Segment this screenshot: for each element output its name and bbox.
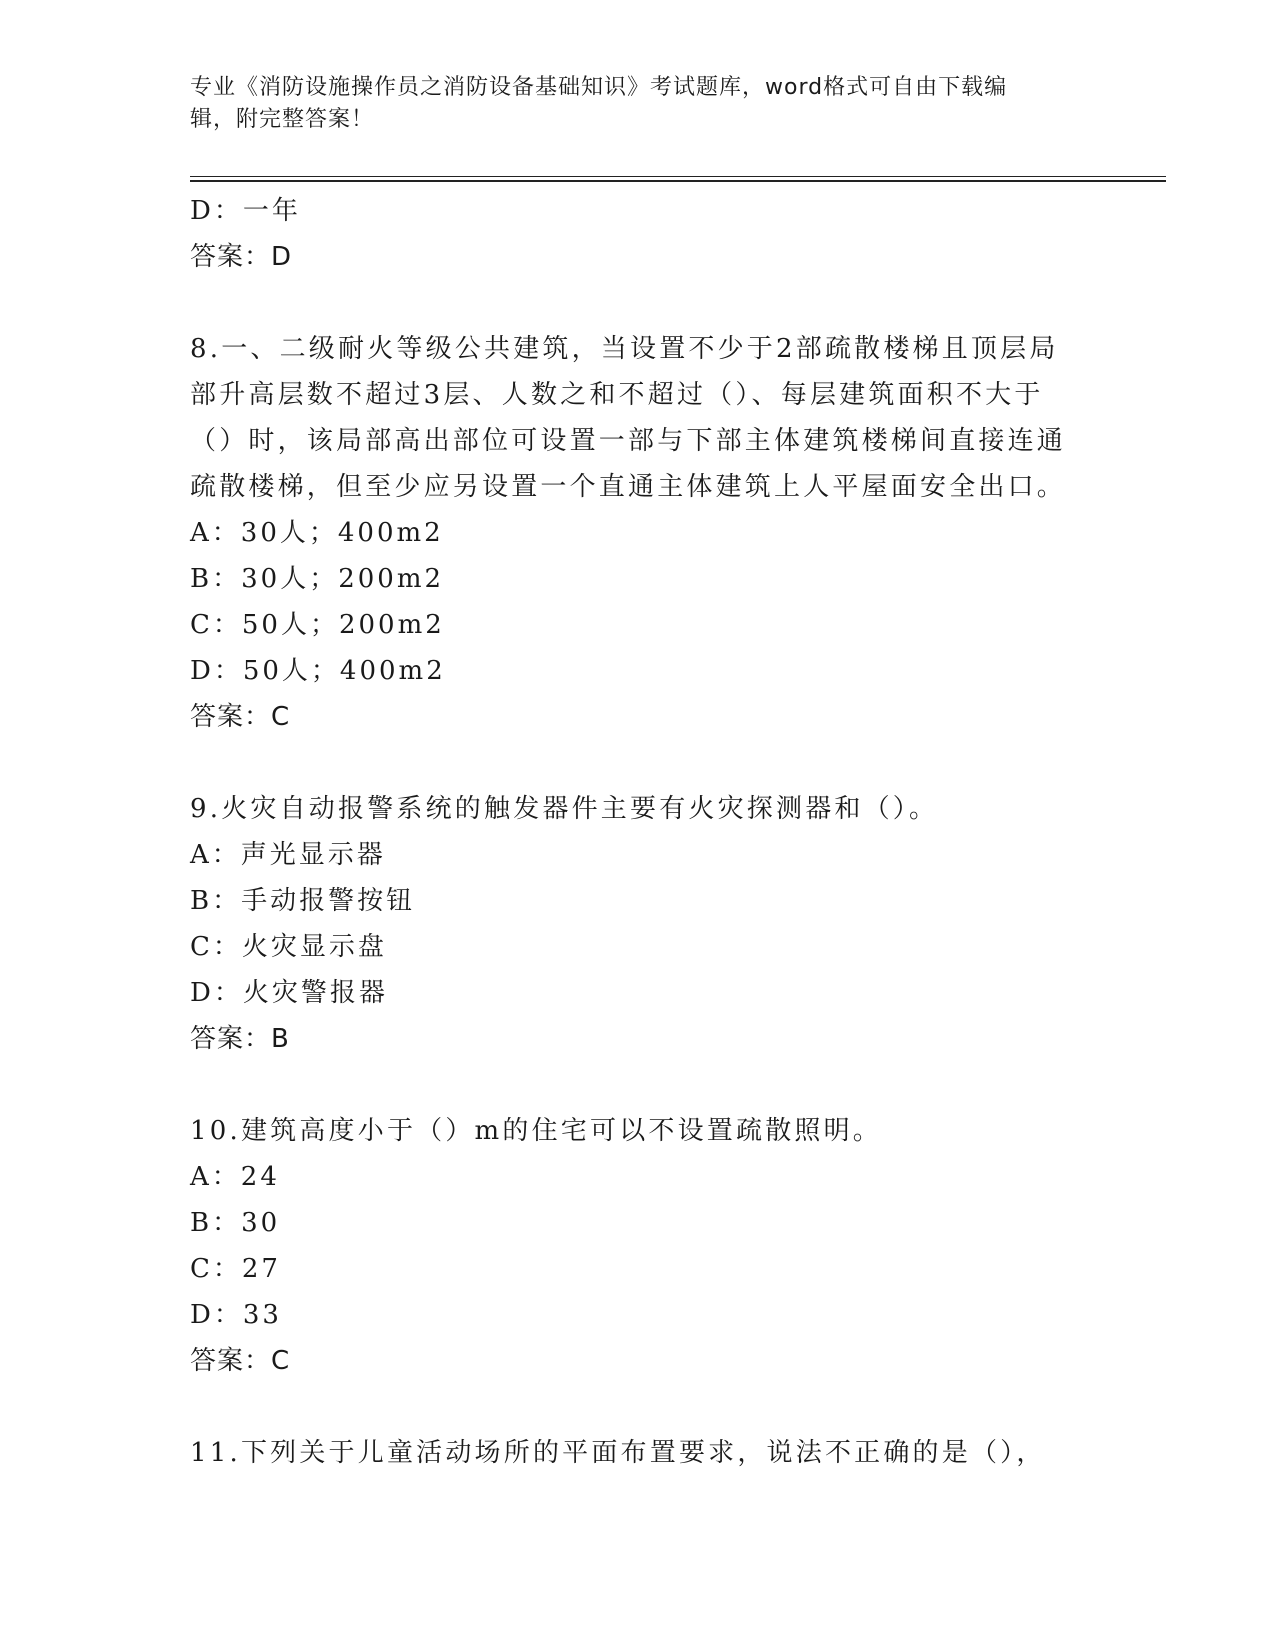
question-8 xyxy=(190,326,1090,740)
option-d: D：一年 xyxy=(190,196,301,226)
question-7-tail xyxy=(190,188,1090,280)
question-list xyxy=(190,188,1090,1476)
answer-line: 答案：C xyxy=(190,702,291,732)
question-stem-line: 疏散楼梯，但至少应另设置一个直通主体建筑上人平屋面安全出口。 xyxy=(190,472,1067,502)
option-d: D：33 xyxy=(190,1300,282,1330)
option-d: D：50人；400m2 xyxy=(190,656,446,686)
header-line-2: 辑，附完整答案！ xyxy=(190,107,375,132)
header-rule-bottom xyxy=(190,180,1166,182)
question-stem-line: 10.建筑高度小于（）m的住宅可以不设置疏散照明。 xyxy=(190,1116,883,1146)
option-a: A：24 xyxy=(190,1162,280,1192)
option-d: D：火灾警报器 xyxy=(190,978,388,1008)
answer-line: 答案：C xyxy=(190,1346,291,1376)
option-b: B：30 xyxy=(190,1208,281,1238)
question-stem-line: 部升高层数不超过3层、人数之和不超过（）、每层建筑面积不大于 xyxy=(190,380,1044,410)
question-stem-line: 8.一、二级耐火等级公共建筑，当设置不少于2部疏散楼梯且顶层局 xyxy=(190,334,1059,364)
option-c: C：50人；200m2 xyxy=(190,610,445,640)
question-11 xyxy=(190,1430,1090,1476)
question-stem-line: 9.火灾自动报警系统的触发器件主要有火灾探测器和（）。 xyxy=(190,794,939,824)
answer-line: 答案：B xyxy=(190,1024,290,1054)
option-c: C：27 xyxy=(190,1254,281,1284)
document-header xyxy=(190,72,1090,136)
header-rule-top xyxy=(190,176,1166,177)
option-b: B：30人；200m2 xyxy=(190,564,445,594)
option-a: A：30人；400m2 xyxy=(190,518,444,548)
option-b: B：手动报警按钮 xyxy=(190,886,416,916)
option-a: A：声光显示器 xyxy=(190,840,386,870)
question-10 xyxy=(190,1108,1090,1384)
question-9 xyxy=(190,786,1090,1062)
option-c: C：火灾显示盘 xyxy=(190,932,387,962)
header-line-1: 专业《消防设施操作员之消防设备基础知识》考试题库，word格式可自由下载编 xyxy=(190,75,1008,100)
question-stem-line: （）时，该局部高出部位可设置一部与下部主体建筑楼梯间直接连通 xyxy=(190,426,1067,456)
answer-line: 答案：D xyxy=(190,242,293,272)
question-stem-line: 11.下列关于儿童活动场所的平面布置要求，说法不正确的是（）， xyxy=(190,1438,1046,1468)
